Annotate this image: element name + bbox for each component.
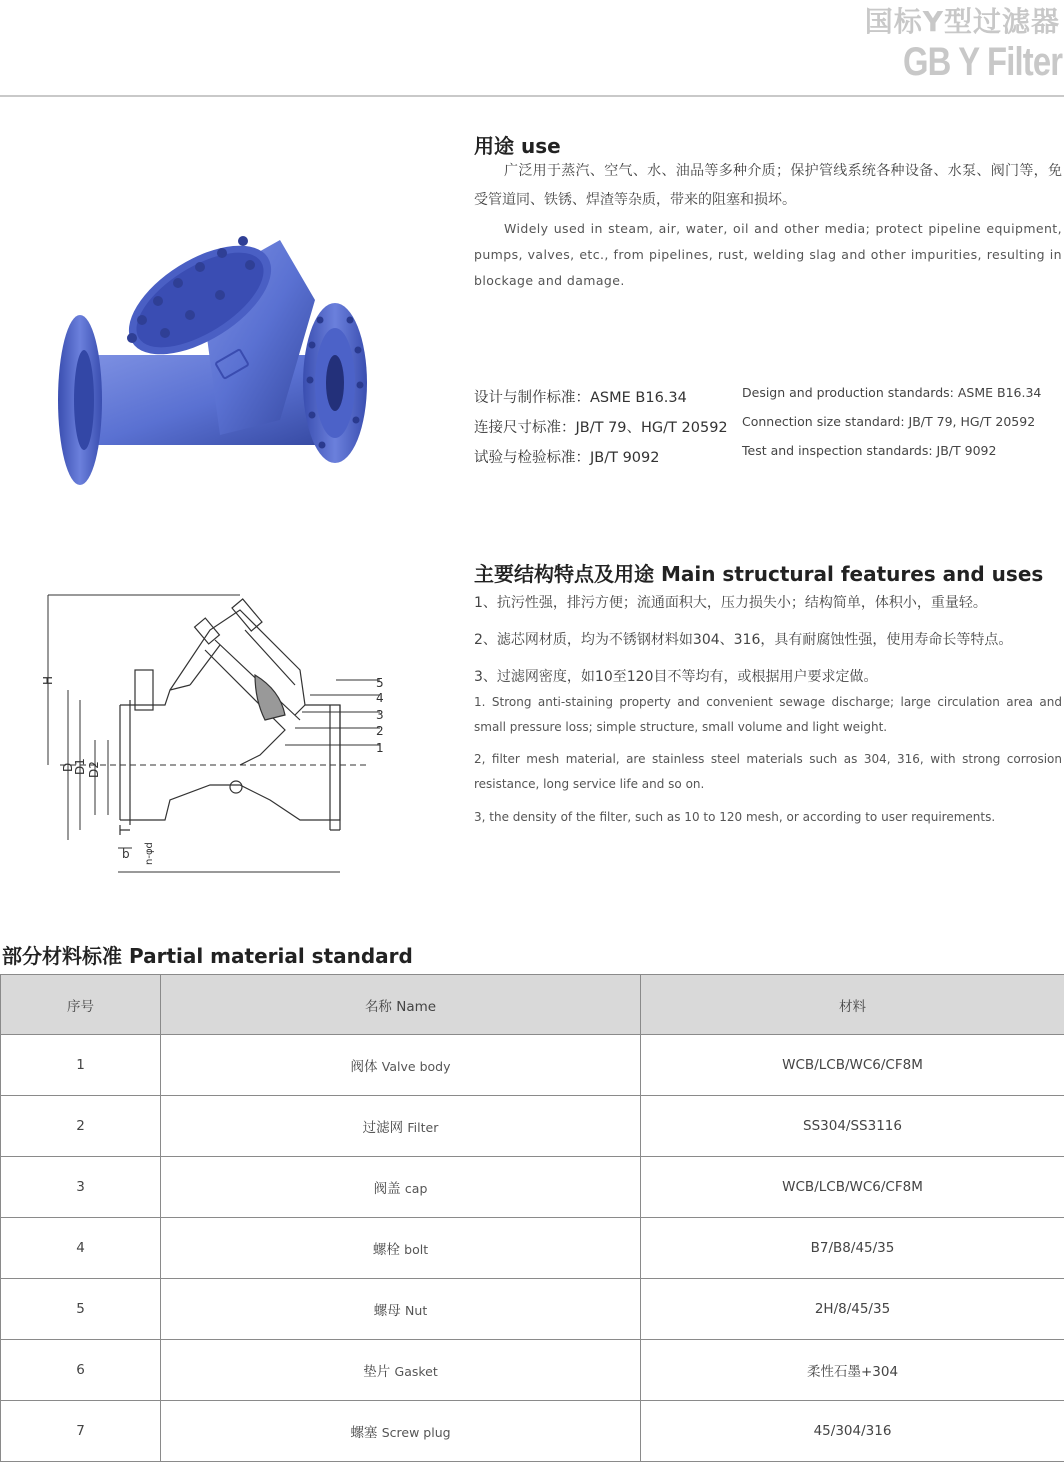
row-material: SS304/SS3116 — [641, 1096, 1064, 1157]
standard-test-en: Test and inspection standards: JB/T 9092 — [742, 443, 997, 458]
row-name-en: Nut — [405, 1303, 428, 1318]
dim-D: D — [61, 762, 75, 772]
standard-connection-en: Connection size standard: JB/T 79, HG/T 20592 — [742, 414, 1036, 429]
standard-connection-cn: 连接尺寸标准：JB/T 79、HG/T 20592 — [474, 420, 728, 436]
structure-diagram — [40, 590, 400, 880]
feature-cn-2: 2、滤芯网材质，均为不锈钢材料如304、316，具有耐腐蚀性强，使用寿命长等特点。 — [474, 632, 1013, 648]
materials-title: 部分材料标准 Partial material standard — [2, 944, 413, 968]
header-title-cn: 国标Y型过滤器 — [864, 5, 1060, 38]
row-name-cn: 过滤网 — [362, 1120, 404, 1136]
standard-design-en: Design and production standards: ASME B16.34 — [742, 385, 1042, 400]
row-name-cn: 阀体 — [350, 1059, 378, 1075]
row-material: 45/304/316 — [641, 1401, 1064, 1462]
row-material: WCB/LCB/WC6/CF8M — [641, 1157, 1064, 1218]
row-name-cn: 垫片 — [363, 1364, 391, 1380]
dim-H: H — [41, 675, 55, 685]
use-text-cn: 广泛用于蒸汽、空气、水、油品等多种介质；保护管线系统各种设备、水泵、阀门等，免受管道同、铁锈、焊渣等杂质，带来的阻塞和损坏。 — [474, 163, 1062, 208]
row-name-en: bolt — [404, 1242, 429, 1257]
row-material: WCB/LCB/WC6/CF8M — [641, 1035, 1064, 1096]
row-no: 6 — [1, 1340, 161, 1401]
dim-b: b — [122, 847, 130, 861]
row-name-en: Screw plug — [381, 1425, 451, 1440]
header-title-en: GB Y Filter — [902, 40, 1062, 84]
feature-en-3: 3, the density of the filter, such as 10 to 120 mesh, or according to user requirements. — [474, 810, 996, 824]
row-name-cn: 阀盖 — [373, 1181, 401, 1197]
part-label-1: 1 — [376, 741, 384, 755]
table-row — [1, 1279, 1064, 1340]
row-name-cn: 螺塞 — [350, 1425, 378, 1441]
row-material: 柔性石墨+304 — [641, 1340, 1064, 1401]
row-material: 2H/8/45/35 — [641, 1279, 1064, 1340]
features-title: 主要结构特点及用途 Main structural features and uses — [474, 562, 1044, 586]
feature-en-2: 2, filter mesh material, are stainless steel materials such as 304, 316, with strong corrosion resistance, long service life and so on. — [474, 752, 1062, 791]
row-name — [161, 1157, 641, 1218]
header-material: 材料 — [641, 975, 1064, 1035]
feature-en-1: 1. Strong anti-staining property and convenient sewage discharge; large circulation area and small pressure loss; simple structure, small volume and light weight. — [474, 695, 1062, 734]
header-name — [161, 975, 641, 1035]
table-row — [1, 1157, 1064, 1218]
use-text-en: Widely used in steam, air, water, oil and other media; protect pipeline equipment, pumps, valves, etc., from pipelines, rust, welding slag and other impurities, resulting in blockage and damage. — [474, 221, 1062, 288]
row-name — [161, 1279, 641, 1340]
standard-design-cn: 设计与制作标准：ASME B16.34 — [474, 390, 687, 406]
table-header-row — [1, 975, 1064, 1035]
table-row — [1, 1096, 1064, 1157]
table-row — [1, 1340, 1064, 1401]
dim-nd: n-φd — [144, 842, 155, 865]
table-row — [1, 1218, 1064, 1279]
row-no: 2 — [1, 1096, 161, 1157]
y-filter-valve-image — [50, 205, 380, 505]
part-label-4: 4 — [376, 691, 384, 705]
row-name-en: cap — [404, 1181, 428, 1196]
row-name — [161, 1340, 641, 1401]
row-name — [161, 1035, 641, 1096]
row-name — [161, 1096, 641, 1157]
part-label-2: 2 — [376, 724, 384, 738]
feature-cn-3: 3、过滤网密度，如10至120目不等均有，或根据用户要求定做。 — [474, 669, 878, 685]
part-label-5: 5 — [376, 676, 384, 690]
row-name — [161, 1401, 641, 1462]
feature-cn-1: 1、抗污性强，排污方便；流通面积大，压力损失小；结构简单，体积小，重量轻。 — [474, 595, 987, 611]
header-name-cn: 名称 — [364, 998, 392, 1015]
header-divider — [0, 95, 1064, 97]
standard-test-cn: 试验与检验标准：JB/T 9092 — [474, 450, 660, 466]
row-material: B7/B8/45/35 — [641, 1218, 1064, 1279]
row-no: 5 — [1, 1279, 161, 1340]
row-no: 7 — [1, 1401, 161, 1462]
row-name-en: Valve body — [381, 1059, 451, 1074]
header-name-en: Name — [396, 998, 437, 1015]
dim-D1: D1 — [73, 758, 87, 775]
materials-table — [0, 974, 1064, 1462]
dim-D2: D2 — [87, 761, 101, 778]
row-name-en: Gasket — [394, 1364, 438, 1379]
table-row — [1, 1401, 1064, 1462]
row-name — [161, 1218, 641, 1279]
row-no: 1 — [1, 1035, 161, 1096]
header-no: 序号 — [1, 975, 161, 1035]
row-no: 4 — [1, 1218, 161, 1279]
table-row — [1, 1035, 1064, 1096]
row-name-cn: 螺栓 — [372, 1242, 400, 1258]
use-title: 用途 use — [474, 134, 561, 158]
row-no: 3 — [1, 1157, 161, 1218]
row-name-en: Filter — [407, 1120, 439, 1135]
part-label-3: 3 — [376, 708, 384, 722]
row-name-cn: 螺母 — [373, 1303, 401, 1319]
